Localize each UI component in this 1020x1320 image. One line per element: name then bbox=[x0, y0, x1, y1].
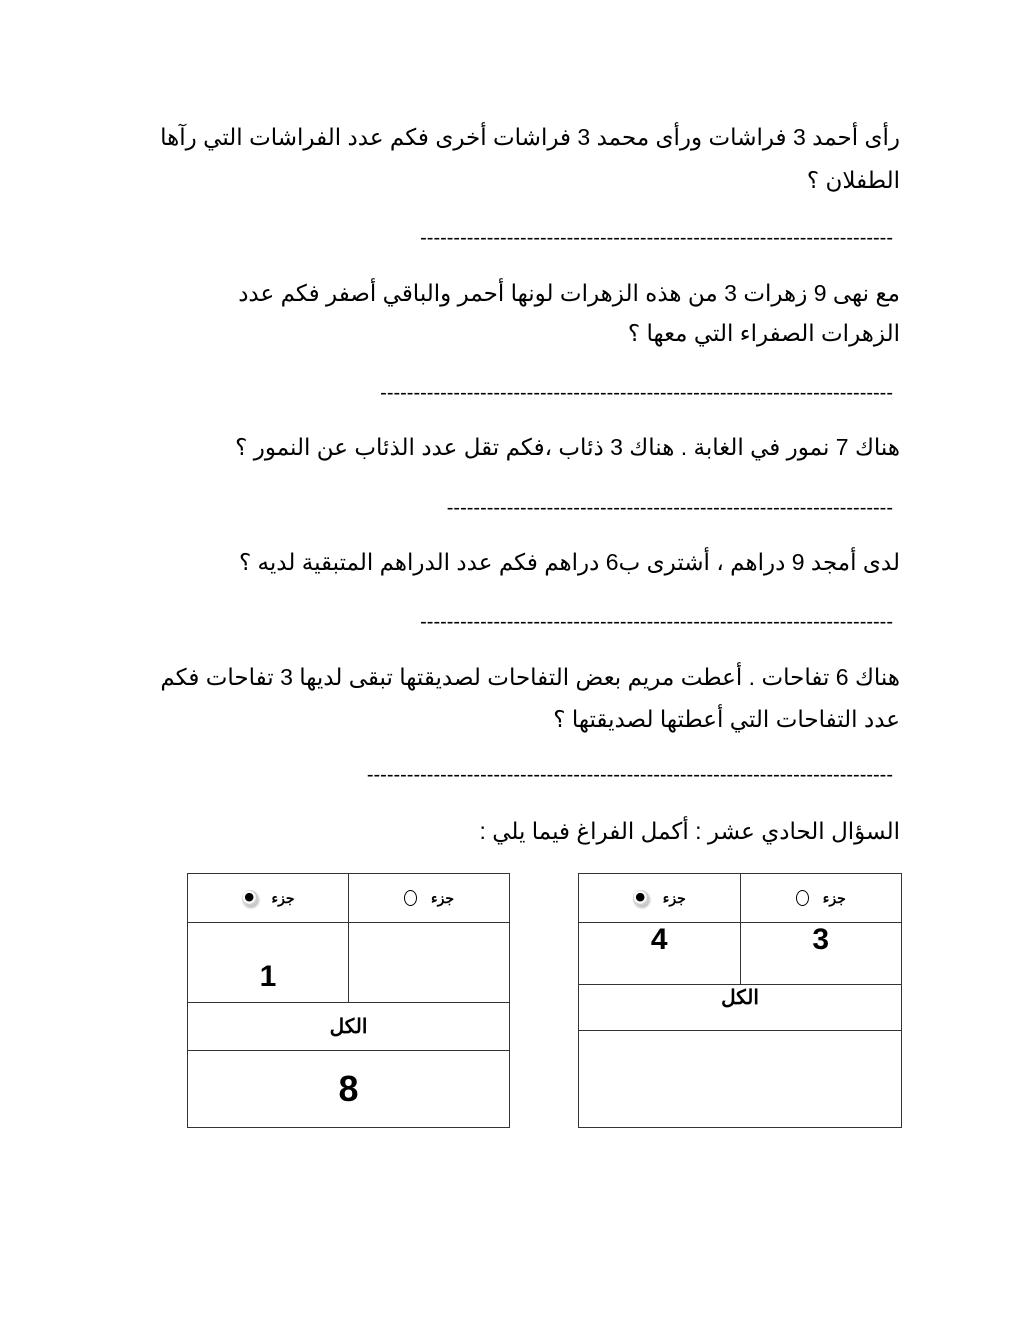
question-text: هناك 7 نمور في الغابة . هناك 3 ذئاب ،فكم تقل عدد الذئاب عن النمور ؟ bbox=[235, 434, 900, 460]
whole-label: الكل bbox=[579, 985, 902, 1031]
radio-empty-icon[interactable] bbox=[796, 890, 809, 906]
part-left-value[interactable]: 1 bbox=[188, 923, 349, 1003]
part-whole-table-left bbox=[187, 873, 510, 1128]
question-text: مع نهى 9 زهرات 3 من هذه الزهرات لونها أحمر والباقي أصفر فكم عدد bbox=[238, 280, 900, 306]
part-label: جزء bbox=[431, 889, 454, 906]
part-label: جزء bbox=[662, 889, 686, 906]
whole-label: الكل bbox=[188, 1003, 510, 1051]
radio-selected-icon[interactable] bbox=[242, 890, 258, 906]
part-label: جزء bbox=[822, 889, 846, 906]
answer-line[interactable]: ----------------------------------------------------------------------- bbox=[420, 227, 893, 249]
part-left-value[interactable]: 4 bbox=[579, 923, 741, 985]
question-text: رأى أحمد 3 فراشات ورأى محمد 3 فراشات أخرى فكم عدد الفراشات التي رآها bbox=[160, 124, 900, 150]
part-header-right bbox=[740, 874, 902, 923]
whole-value[interactable]: 8 bbox=[188, 1051, 510, 1128]
whole-value[interactable] bbox=[579, 1031, 902, 1128]
question-text: الطفلان ؟ bbox=[806, 167, 900, 193]
answer-line[interactable]: ------------------------------------------------------------------- bbox=[446, 497, 893, 519]
part-right-value[interactable] bbox=[349, 923, 510, 1003]
question-text: هناك 6 تفاحات . أعطت مريم بعض التفاحات لصديقتها تبقى لديها 3 تفاحات فكم bbox=[160, 664, 900, 690]
radio-empty-icon[interactable] bbox=[404, 890, 417, 906]
part-header-left bbox=[579, 874, 741, 923]
question-text: الزهرات الصفراء التي معها ؟ bbox=[627, 320, 900, 346]
part-header-left bbox=[188, 874, 349, 923]
part-header-right bbox=[349, 874, 510, 923]
part-right-value[interactable]: 3 bbox=[740, 923, 902, 985]
question-text: عدد التفاحات التي أعطتها لصديقتها ؟ bbox=[553, 706, 900, 732]
answer-line[interactable]: ----------------------------------------------------------------------------- bbox=[380, 382, 893, 404]
radio-selected-icon[interactable] bbox=[633, 890, 649, 906]
part-whole-table-right bbox=[578, 873, 902, 1128]
section-heading: السؤال الحادي عشر : أكمل الفراغ فيما يلي : bbox=[479, 818, 900, 844]
part-label: جزء bbox=[271, 889, 295, 906]
question-text: لدى أمجد 9 دراهم ، أشترى ب6 دراهم فكم عدد الدراهم المتبقية لديه ؟ bbox=[238, 549, 900, 575]
answer-line[interactable]: ----------------------------------------------------------------------- bbox=[420, 611, 893, 633]
answer-line[interactable]: ------------------------------------------------------------------------------- bbox=[366, 764, 893, 786]
